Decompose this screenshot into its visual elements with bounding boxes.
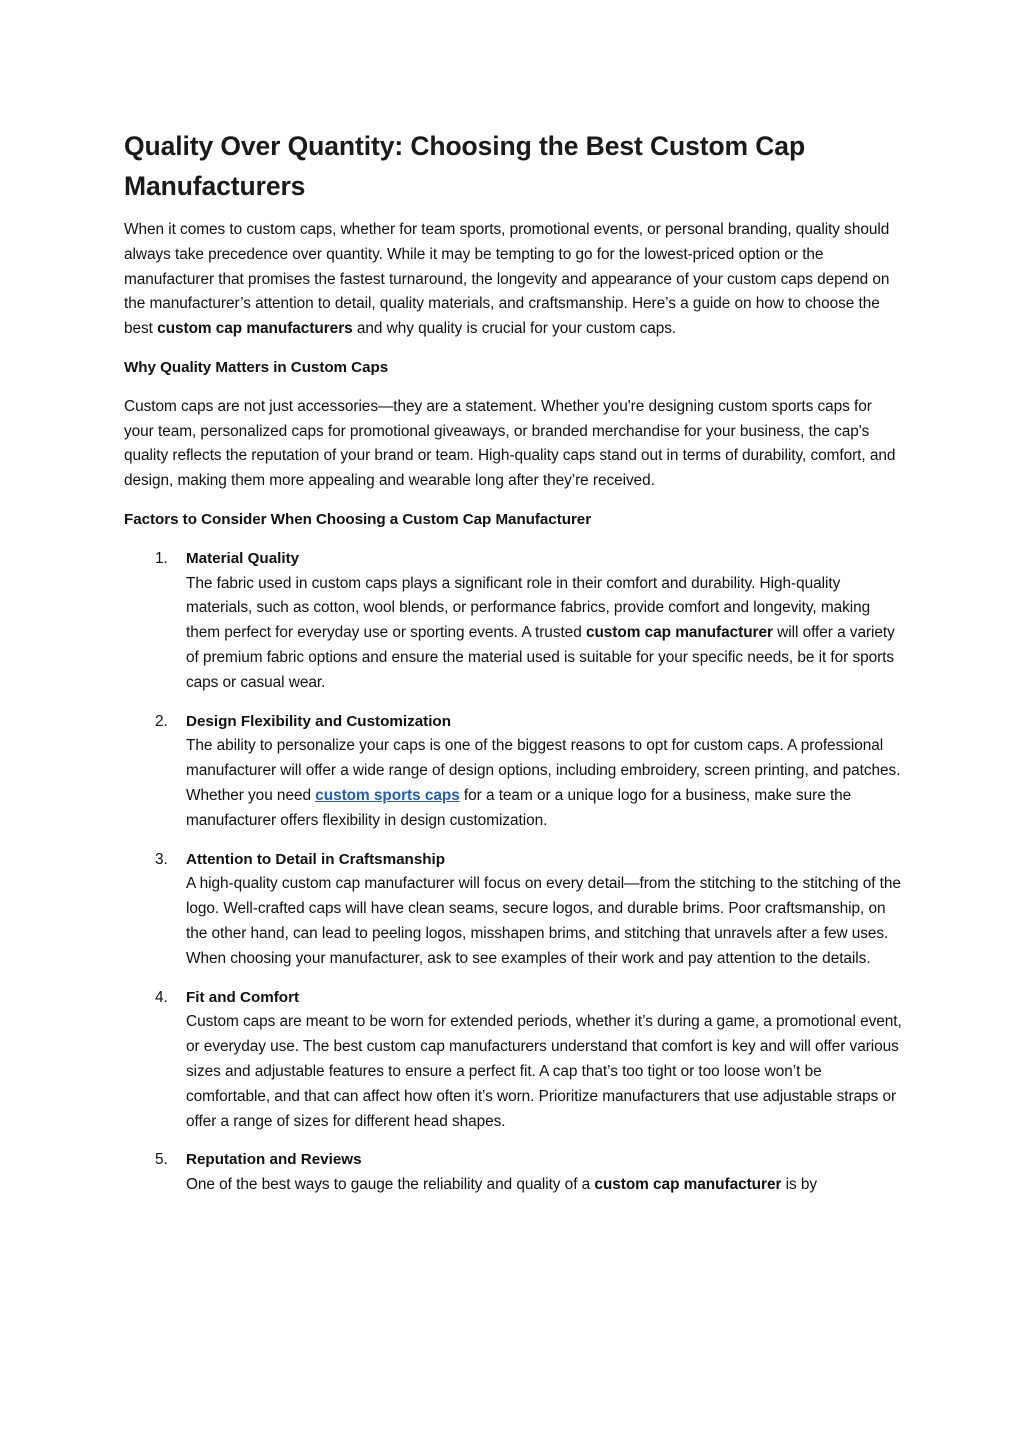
list-item — [124, 848, 903, 972]
list-item-text — [186, 1173, 903, 1198]
list-item — [124, 547, 903, 696]
list-item-text-part: One of the best ways to gauge the reliability and quality of a — [186, 1176, 595, 1194]
list-item-text — [186, 572, 903, 696]
list-number: 3. — [155, 850, 168, 868]
list-number: 1. — [155, 549, 168, 567]
list-number: 2. — [155, 712, 168, 730]
intro-text-1: When it comes to custom caps, whether for team sports, promotional events, or personal branding, quality should always take precedence over quantity. While it may be tempting to go for the lowest-priced option or the manufacturer that promises the fastest turnaround, the longevity and appearance of your custom caps depend on the manufacturer’s attention to detail, quality materials, and craftsmanship. Here’s a guide on how to choose the best — [124, 221, 890, 338]
intro-text-2: and why quality is crucial for your custom caps. — [352, 320, 677, 338]
list-item-title: Material Quality — [186, 549, 300, 567]
list-item-bold-keyword: custom cap manufacturer — [585, 624, 773, 642]
list-item-text-part: will offer a variety of premium fabric options and ensure the material used is suitable for your specific needs, be it for sports caps or casual wear. — [186, 624, 895, 691]
list-item-text-part: is by — [781, 1176, 818, 1194]
list-item-bold-keyword: custom cap manufacturer — [594, 1176, 782, 1194]
list-item-title: Reputation and Reviews — [186, 1151, 362, 1169]
section-body-why-quality: Custom caps are not just accessories—they are a statement. Whether you're designing custom sports caps for your team, personalized caps for promotional giveaways, or branded merchandise for your business, the cap's quality reflects the reputation of your brand or team. High-quality caps stand out in terms of durability, comfort, and design, making them more appealing and wearable long after they’re received. — [124, 397, 896, 490]
list-item — [124, 710, 903, 834]
list-number: 4. — [155, 988, 168, 1006]
list-item-text: Custom caps are meant to be worn for extended periods, whether it’s during a game, a promotional event, or everyday use. The best custom cap manufacturers understand that comfort is key and will offer various sizes and adjustable features to ensure a perfect fit. A cap that’s too tight or too loose won’t be comfortable, and that can affect how often it’s worn. Prioritize manufacturers that use adjustable straps or offer a range of sizes for different head shapes. — [186, 1013, 902, 1130]
list-item-text-part: The fabric used in custom caps plays a significant role in their comfort and durability. High-quality materials, such as cotton, wool blends, or performance fabrics, provide comfort and longevity, making them perfect for everyday use or sporting events. A trusted — [186, 574, 871, 642]
page-title: Quality Over Quantity: Choosing the Best Custom Cap Manufacturers — [124, 131, 806, 201]
section-heading-factors: Factors to Consider When Choosing a Custom Cap Manufacturer — [124, 510, 592, 528]
list-item — [124, 1148, 903, 1198]
list-item-text-part: for a team or a unique logo for a business, make sure the manufacturer offers flexibility in design customization. — [186, 786, 852, 829]
section-heading-why-quality: Why Quality Matters in Custom Caps — [124, 358, 389, 376]
intro-bold-keyword: custom cap manufacturers — [157, 320, 353, 338]
list-item-text-part: The ability to personalize your caps is one of the biggest reasons to opt for custom caps. A professional manufacturer will offer a wide range of design options, including embroidery, screen printing, and patches. Whether you need — [186, 737, 901, 804]
factors-list — [124, 547, 903, 1198]
custom-sports-caps-link[interactable]: custom sports caps — [315, 786, 460, 804]
list-item-text: A high-quality custom cap manufacturer will focus on every detail—from the stitching to the stitching of the logo. Well-crafted caps will have clean seams, secure logos, and durable brims. Poor craftsmanship, on the other hand, can lead to peeling logos, misshapen brims, and stitching that unravels after a few uses. When choosing your manufacturer, ask to see examples of their work and pay attention to the details. — [186, 875, 901, 967]
list-item-text — [186, 734, 903, 833]
intro-paragraph — [124, 218, 903, 342]
list-number: 5. — [155, 1151, 168, 1169]
list-item — [124, 986, 903, 1135]
list-item-title: Fit and Comfort — [186, 988, 300, 1006]
list-item-title: Attention to Detail in Craftsmanship — [186, 850, 446, 868]
list-item-title: Design Flexibility and Customization — [186, 712, 451, 730]
